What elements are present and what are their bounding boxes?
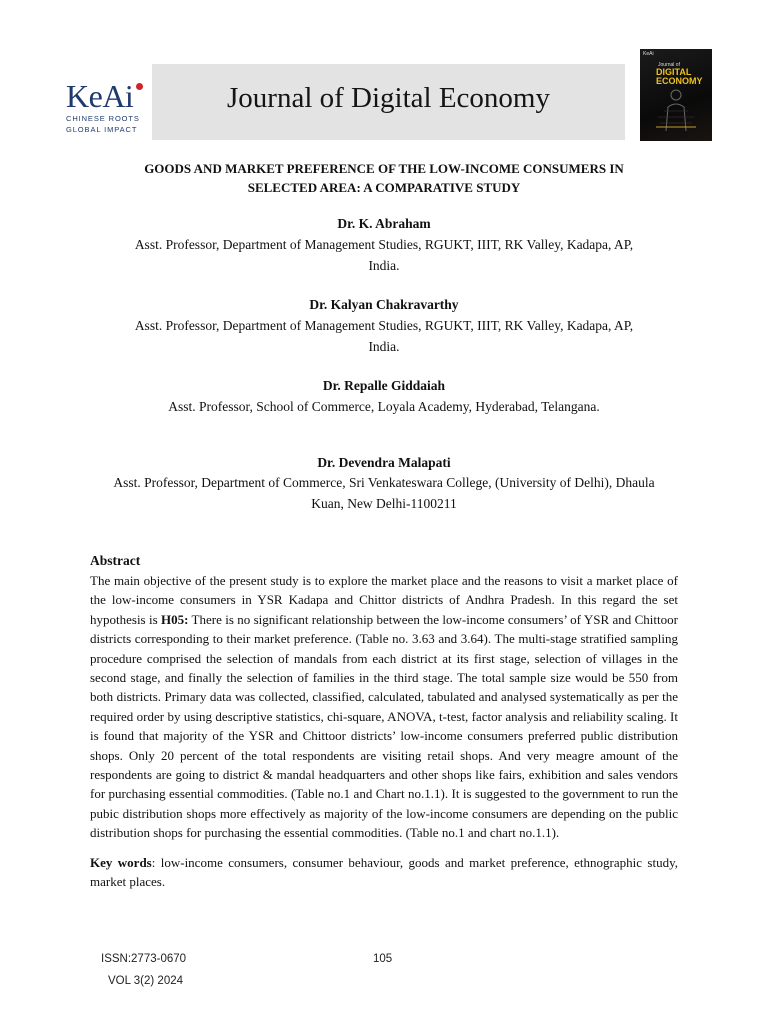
- footer-page-number: 105: [373, 953, 393, 965]
- author-affiliation-1: [90, 235, 678, 276]
- author-affiliation-3-line-1: Asst. Professor, School of Commerce, Loyala Academy, Hyderabad, Telangana.: [168, 399, 600, 414]
- cover-line-2: DIGITAL: [656, 67, 692, 77]
- abstract-body: [90, 571, 678, 843]
- author-name-3: Dr. Repalle Giddaiah: [322, 378, 446, 393]
- author-affiliation-2: [90, 316, 678, 357]
- author-affiliation-3: [90, 397, 678, 418]
- abstract-text-before: The main objective of the present study is to explore the market place and the reasons to visit a market place of the low-income consumers in YSR Kadapa and Chittor districts of Andhra Pradesh. In this regard the set hypothesis is: [90, 573, 678, 627]
- footer-issn: ISSN:2773-0670: [101, 953, 187, 965]
- author-affiliation-1-line-1: Asst. Professor, Department of Management Studies, RGUKT, IIIT, RK Valley, Kadapa, AP,: [134, 237, 634, 252]
- journal-cover-image: [640, 49, 712, 141]
- journal-banner: [152, 64, 625, 140]
- article-title-line-2: SELECTED AREA: A COMPARATIVE STUDY: [247, 180, 521, 195]
- author-affiliation-4: [90, 473, 678, 514]
- journal-title: Journal of Digital Economy: [227, 82, 550, 114]
- author-name-1: Dr. K. Abraham: [337, 216, 431, 231]
- keywords-label: Key words: [90, 855, 152, 870]
- article-title: [90, 159, 678, 197]
- footer-volume: VOL 3(2) 2024: [108, 975, 184, 987]
- article-title-line-1: GOODS AND MARKET PREFERENCE OF THE LOW-INCOME CONSUMERS IN: [144, 161, 624, 176]
- author-name-4: Dr. Devendra Malapati: [317, 455, 451, 470]
- cover-publisher: KeAi: [643, 51, 654, 57]
- publisher-tagline-2: GLOBAL IMPACT: [66, 125, 138, 134]
- author-affiliation-4-line-2: Kuan, New Delhi-1100211: [311, 495, 457, 511]
- author-affiliation-4-line-1: Asst. Professor, Department of Commerce, Sri Venkateswara College, (University of Delhi), Dhaula: [113, 475, 655, 490]
- cover-line-1: Journal of: [658, 62, 680, 68]
- hypothesis-label: H05:: [160, 611, 189, 627]
- publisher-tagline-1: CHINESE ROOTS: [66, 114, 140, 123]
- abstract-heading: Abstract: [90, 553, 141, 568]
- cover-line-3: ECONOMY: [656, 76, 703, 86]
- abstract-text-after: There is no significant relationship between the low-income consumers’ of YSR and Chittoor districts corresponding to their market preference. (Table no. 3.63 and 3.64). The multi-stage stratified sampling procedure comprised the selection of mandals from each district at its first stage, selection of villages in the second stage, and finally the selection of families in the third stage. The total sample size would be 550 from both districts. Primary data was collected, classified, calculated, tabulated and analysed systematically as per the required order by using descriptive statistics, chi-square, ANOVA, t-test, factor analysis and reliability scaling. It is found that majority of the YSR and Chittoor districts’ low-income consumers preferred public distribution shops. Only 20 percent of the total respondents are visiting retail shops. And very meagre amount of the respondents are going to district & mandal headquarters and other shops like fairs, exhibition and sales vendors for purchasing essential commodities. (Table no.1 and Chart no.1.1). It is suggested to the government to run the pubic distribution shops more effectively as majority of the low-income consumers are depending on the public distribution shops for purchasing the essential commodities. (Table no.1 and chart no.1.1).: [90, 611, 678, 841]
- author-name-2: Dr. Kalyan Chakravarthy: [309, 297, 459, 312]
- author-affiliation-2-line-1: Asst. Professor, Department of Management Studies, RGUKT, IIIT, RK Valley, Kadapa, AP,: [134, 318, 634, 333]
- keywords: [90, 853, 678, 892]
- author-affiliation-1-line-2: India.: [368, 257, 400, 273]
- keywords-text: : low-income consumers, consumer behaviour, goods and market preference, ethnographic study, market places.: [90, 855, 678, 890]
- author-affiliation-2-line-2: India.: [368, 338, 400, 354]
- cover-figure-icon: [654, 87, 698, 131]
- publisher-name: KeAi: [66, 78, 134, 114]
- logo-dot-icon: [136, 83, 143, 90]
